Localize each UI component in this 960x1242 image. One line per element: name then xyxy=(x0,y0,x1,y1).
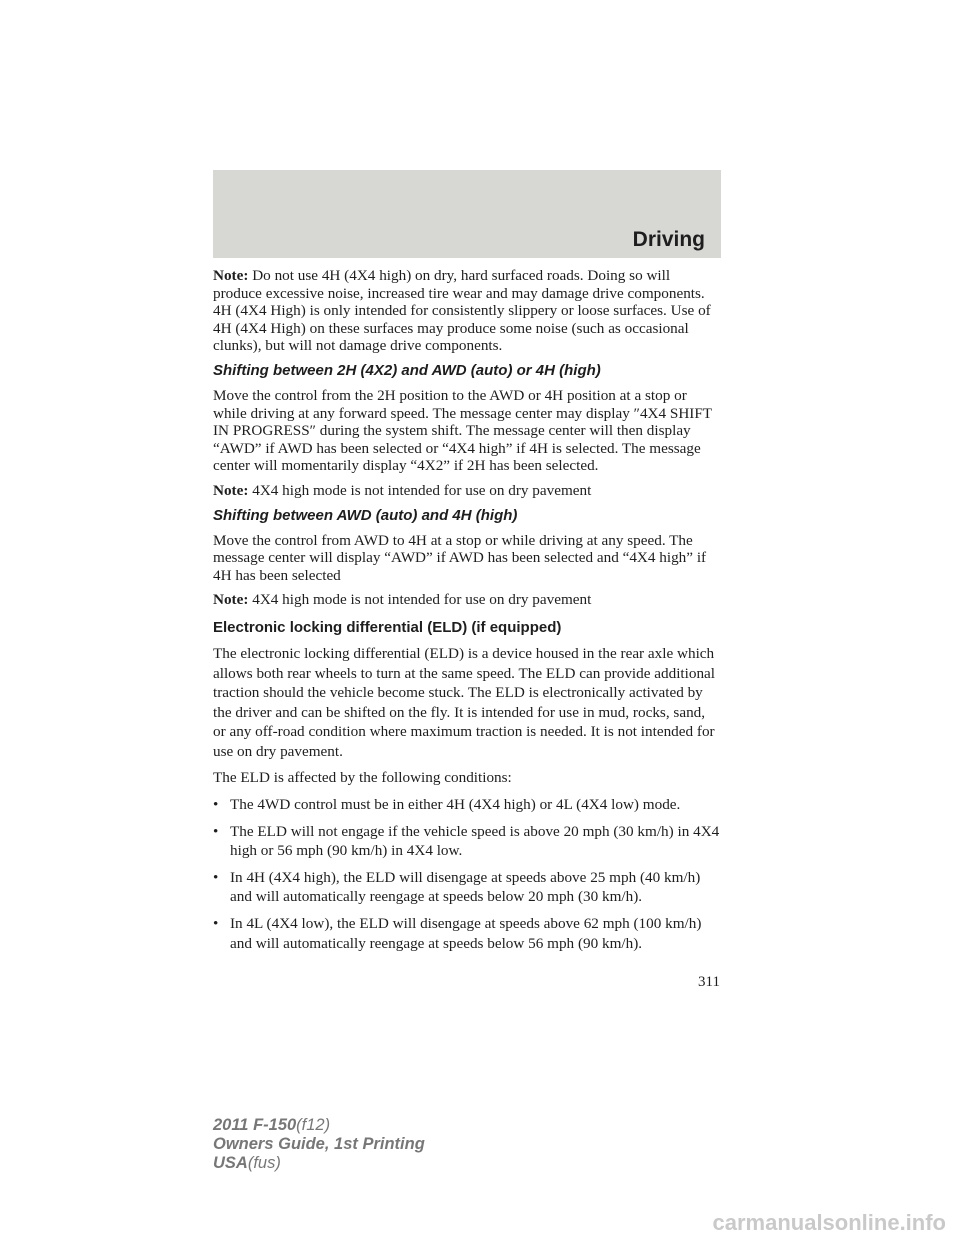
page-number: 311 xyxy=(698,974,720,990)
heading-eld: Electronic locking differential (ELD) (if equipped) xyxy=(213,618,562,636)
subheading-2h-awd-4h: Shifting between 2H (4X2) and AWD (auto) or 4H (high) xyxy=(213,361,601,379)
bullet-icon: • xyxy=(213,868,219,886)
paragraph-shift-awd: Move the control from AWD to 4H at a stop or while driving at any speed. The message center will display “AWD” if AWD has been selected and “4X4 high” if 4H has been selected xyxy=(213,531,707,584)
list-item xyxy=(213,914,721,953)
list-item xyxy=(213,822,721,861)
paragraph-shift-2h: Move the control from the 2H position to the AWD or 4H position at a stop or while driving at any forward speed. The message center may display ″4X4 SHIFT IN PROGRESS″ during the system shift. The message center will then display “AWD” if AWD has been selected or “4X4 high” if 4H is selected. The message center will momentarily display “4X2” if 2H has been selected. xyxy=(213,386,712,475)
footer-model: 2011 F-150 xyxy=(213,1116,297,1134)
bullet-icon: • xyxy=(213,915,219,933)
note-label: Note: xyxy=(213,267,249,284)
section-header-bar xyxy=(213,170,721,258)
paragraph-eld-description: The electronic locking differential (ELD) is a device housed in the rear axle which allows both rear wheels to turn at the same speed. The ELD can provide additional traction should the vehicle become stuck. The ELD is electronically activated by the driver and can be shifted on the fly. It is intended for use in mud, rocks, sand, or any off-road condition where maximum traction is needed. It is not intended for use on dry pavement. xyxy=(213,644,716,760)
print-footer xyxy=(213,1116,425,1173)
list-item xyxy=(213,868,721,907)
footer-market: USA xyxy=(213,1154,248,1172)
subheading-awd-4h: Shifting between AWD (auto) and 4H (high) xyxy=(213,506,518,524)
section-title: Driving xyxy=(632,228,705,251)
footer-line-model xyxy=(213,1116,425,1135)
list-item-text: The 4WD control must be in either 4H (4X4 high) or 4L (4X4 low) mode. xyxy=(230,796,681,814)
footer-model-code: (f12) xyxy=(296,1116,331,1134)
note-text: Do not use 4H (4X4 high) on dry, hard surfaced roads. Doing so will produce excessive noise, increased tire wear and may damage drive components. 4H (4X4 High) is only intended for consistently slippery or loose surfaces. Use of 4H (4X4 High) on these surfaces may produce some noise (such as occasional clunks), but will not damage drive components. xyxy=(213,267,711,355)
list-item-text: In 4L (4X4 low), the ELD will disengage at speeds above 62 mph (100 km/h) and will automatically reengage at speeds below 56 mph (90 km/h). xyxy=(230,915,702,952)
bullet-icon: • xyxy=(213,822,219,840)
list-item xyxy=(213,795,721,815)
note-paragraph-3 xyxy=(213,591,721,609)
footer-line-edition: Owners Guide, 1st Printing xyxy=(213,1135,425,1153)
watermark: carmanualsonline.info xyxy=(712,1210,946,1235)
footer-line-market xyxy=(213,1154,425,1173)
note-label: Note: xyxy=(213,591,249,609)
bullet-icon: • xyxy=(213,796,219,814)
eld-conditions-list xyxy=(213,795,721,953)
paragraph-eld-conditions: The ELD is affected by the following conditions: xyxy=(213,769,512,787)
list-item-text: The ELD will not engage if the vehicle speed is above 20 mph (30 km/h) in 4X4 high or 56 mph (90 km/h) in 4X4 low. xyxy=(230,822,720,860)
list-item-text: In 4H (4X4 high), the ELD will disengage at speeds above 25 mph (40 km/h) and will automatically reengage at speeds below 20 mph (30 km/h). xyxy=(230,868,701,906)
note-paragraph-2 xyxy=(213,482,721,500)
page-content xyxy=(213,267,721,960)
footer-market-code: (fus) xyxy=(247,1154,281,1172)
note-text: 4X4 high mode is not intended for use on dry pavement xyxy=(252,481,592,499)
note-paragraph-1 xyxy=(213,267,721,355)
note-text: 4X4 high mode is not intended for use on dry pavement xyxy=(252,591,592,609)
note-label: Note: xyxy=(213,481,249,499)
